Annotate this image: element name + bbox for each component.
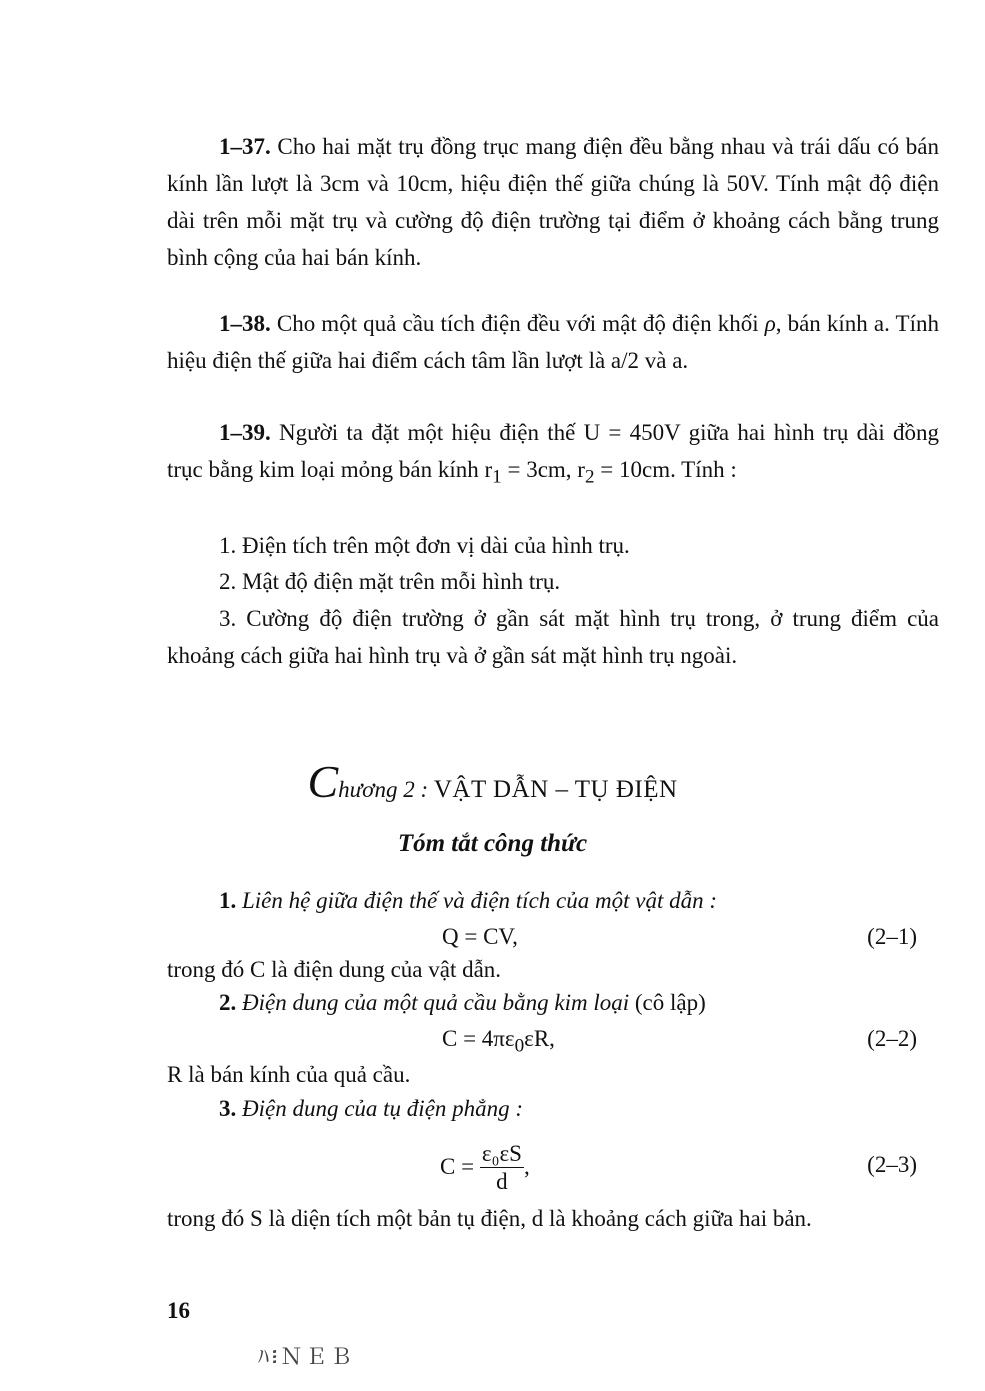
chapter-separator: :	[414, 777, 434, 802]
problem-number: 1–38.	[219, 311, 271, 336]
problem-text: = 10cm. Tính :	[594, 457, 737, 482]
problem-number: 1–37.	[219, 134, 271, 159]
fraction	[480, 1141, 524, 1196]
equation-2-1: Q = CV,	[442, 924, 518, 949]
formula-number: 1.	[219, 888, 237, 913]
subscript: 2	[584, 466, 595, 488]
problem-1-39	[167, 414, 939, 496]
formula-1-note: trong đó C là điện dung của vật dẫn.	[167, 957, 502, 982]
equation-tail: ,	[523, 1154, 530, 1179]
chapter-title: VẬT DẪN – TỤ ĐIỆN	[433, 776, 678, 803]
equation-2-3	[440, 1140, 530, 1196]
problem-number: 1–39.	[219, 420, 271, 445]
problem-1-37	[167, 128, 939, 276]
fraction-numerator: ε₀εS	[481, 1141, 522, 1167]
section-title: Tóm tắt công thức	[397, 830, 588, 857]
library-stamp: ﾊ፧ＮＥＢ	[258, 1344, 356, 1369]
chapter-label: hương 2	[338, 777, 415, 802]
equation-number: (2–3)	[867, 1152, 917, 1177]
formula-3-note: trong đó S là diện tích một bản tụ điện, d là khoảng cách giữa hai bản.	[167, 1206, 812, 1231]
equation-part: C = 4πε	[442, 1026, 515, 1051]
rho-symbol: ρ	[764, 311, 776, 336]
list-item: 1. Điện tích trên một đơn vị dài của hình trụ.	[219, 533, 630, 558]
list-item: 3. Cường độ điện trường ở gần sát mặt hình trụ trong, ở trung điểm của khoảng cách giữa hai hình trụ và ở gần sát mặt hình trụ ngoài.	[167, 606, 939, 668]
problem-text: Cho hai mặt trụ đồng trục mang điện đều bằng nhau và trái dấu có bán kính lần lượt là 3cm và 10cm, hiệu điện thế giữa chúng là 50V. Tính mật độ điện dài trên mỗi mặt trụ và cường độ điện trường tại điểm ở khoảng cách bằng trung bình cộng của hai bán kính.	[167, 134, 939, 270]
problem-text: Cho một quả cầu tích điện đều với mật độ điện khối	[270, 311, 765, 336]
subscript: 1	[492, 466, 502, 488]
equation-lhs: C =	[440, 1154, 475, 1179]
equation-number: (2–1)	[867, 924, 917, 949]
chapter-heading	[0, 755, 985, 808]
problem-1-38	[167, 305, 939, 379]
page-number: 16	[167, 1298, 190, 1323]
formula-number: 2.	[219, 990, 237, 1015]
equation-number: (2–2)	[867, 1026, 917, 1051]
fraction-denominator: d	[496, 1169, 508, 1195]
list-item: 2. Mật độ điện mặt trên mỗi hình trụ.	[219, 569, 561, 594]
formula-3-description	[219, 1094, 523, 1124]
equation-2-2	[442, 1024, 555, 1062]
subscript: 0	[514, 1035, 525, 1057]
formula-text: Điện dung của một quả cầu bằng kim loại	[236, 990, 630, 1015]
formula-text: Điện dung của tụ điện phẳng :	[236, 1096, 524, 1121]
problem-text: , bán kính a. Tính hiệu điện thế giữa hai điểm cách tâm lần lượt là a/2 và a.	[167, 311, 939, 373]
formula-2-note: R là bán kính của quả cầu.	[167, 1062, 411, 1087]
formula-text: Liên hệ giữa điện thế và điện tích của một vật dẫn :	[236, 888, 717, 913]
formula-number: 3.	[219, 1096, 237, 1121]
formula-2-description	[219, 988, 706, 1018]
problem-text: = 3cm, r	[501, 457, 585, 482]
problem-text: Người ta đặt một hiệu điện thế U = 450V giữa hai hình trụ dài đồng trục bằng kim loại mỏng bán kính r	[167, 420, 939, 482]
equation-part: εR,	[524, 1026, 555, 1051]
chapter-initial: C	[307, 756, 339, 807]
formula-text: (cô lập)	[629, 990, 706, 1015]
formula-1-description	[219, 886, 717, 916]
